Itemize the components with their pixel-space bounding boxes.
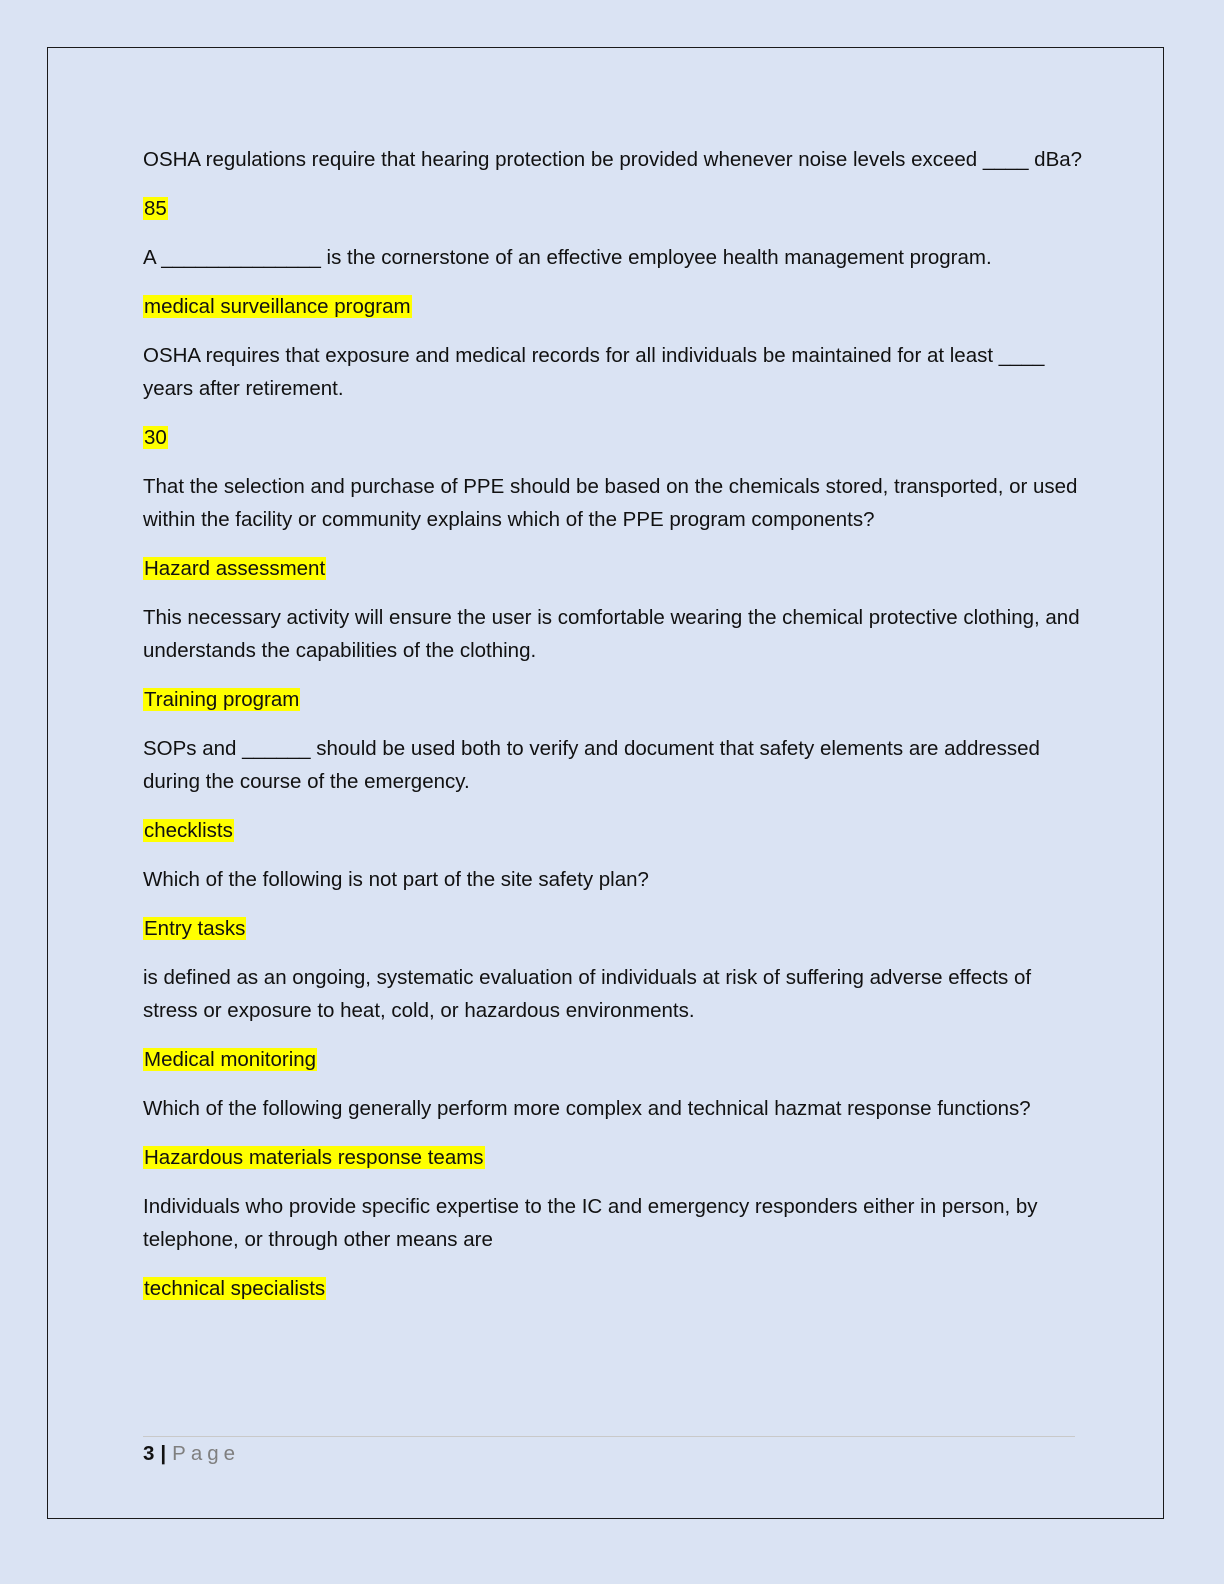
question-text: SOPs and ______ should be used both to verify and document that safety elements are addressed during the course of the emergency. xyxy=(143,737,1040,793)
answer-highlight: medical surveillance program xyxy=(144,295,411,318)
qa-item-2 xyxy=(143,241,1083,323)
page-number: 3 xyxy=(143,1442,155,1465)
question-text: Which of the following generally perform more complex and technical hazmat response functions? xyxy=(143,1097,1031,1120)
question-text: That the selection and purchase of PPE should be based on the chemicals stored, transported, or used within the facility or community explains which of the PPE program components? xyxy=(143,475,1078,531)
question-text: A ______________ is the cornerstone of an effective employee health management program. xyxy=(143,246,992,269)
footer-separator: | xyxy=(160,1442,167,1465)
page-footer xyxy=(143,1440,240,1468)
answer-highlight: Medical monitoring xyxy=(144,1048,317,1071)
qa-item-8 xyxy=(143,961,1083,1076)
page-label: Page xyxy=(172,1442,241,1465)
question-text: This necessary activity will ensure the user is comfortable wearing the chemical protective clothing, and understands the capabilities of the clothing. xyxy=(143,606,1080,662)
qa-item-5 xyxy=(143,601,1083,716)
answer-highlight: checklists xyxy=(144,819,233,842)
question-text: is defined as an ongoing, systematic evaluation of individuals at risk of suffering adverse effects of stress or exposure to heat, cold, or hazardous environments. xyxy=(143,966,1032,1022)
qa-item-1 xyxy=(143,143,1083,225)
answer-highlight: Hazard assessment xyxy=(144,557,326,580)
qa-item-6 xyxy=(143,732,1083,847)
qa-item-7 xyxy=(143,863,1083,945)
document-body xyxy=(143,143,1083,1321)
footer-divider xyxy=(143,1436,1075,1437)
qa-item-10 xyxy=(143,1190,1083,1305)
question-text: Which of the following is not part of the site safety plan? xyxy=(143,868,649,891)
answer-highlight: 30 xyxy=(144,426,167,449)
qa-item-4 xyxy=(143,470,1083,585)
question-text: OSHA requires that exposure and medical records for all individuals be maintained for at least ____ years after retirement. xyxy=(143,344,1045,400)
question-text: OSHA regulations require that hearing protection be provided whenever noise levels exceed ____ dBa? xyxy=(143,148,1083,171)
qa-item-3 xyxy=(143,339,1083,454)
answer-highlight: technical specialists xyxy=(144,1277,326,1300)
answer-highlight: 85 xyxy=(144,197,167,220)
answer-highlight: Entry tasks xyxy=(144,917,246,940)
qa-item-9 xyxy=(143,1092,1083,1174)
answer-highlight: Training program xyxy=(144,688,300,711)
answer-highlight: Hazardous materials response teams xyxy=(144,1146,484,1169)
question-text: Individuals who provide specific expertise to the IC and emergency responders either in person, by telephone, or through other means are xyxy=(143,1195,1038,1251)
